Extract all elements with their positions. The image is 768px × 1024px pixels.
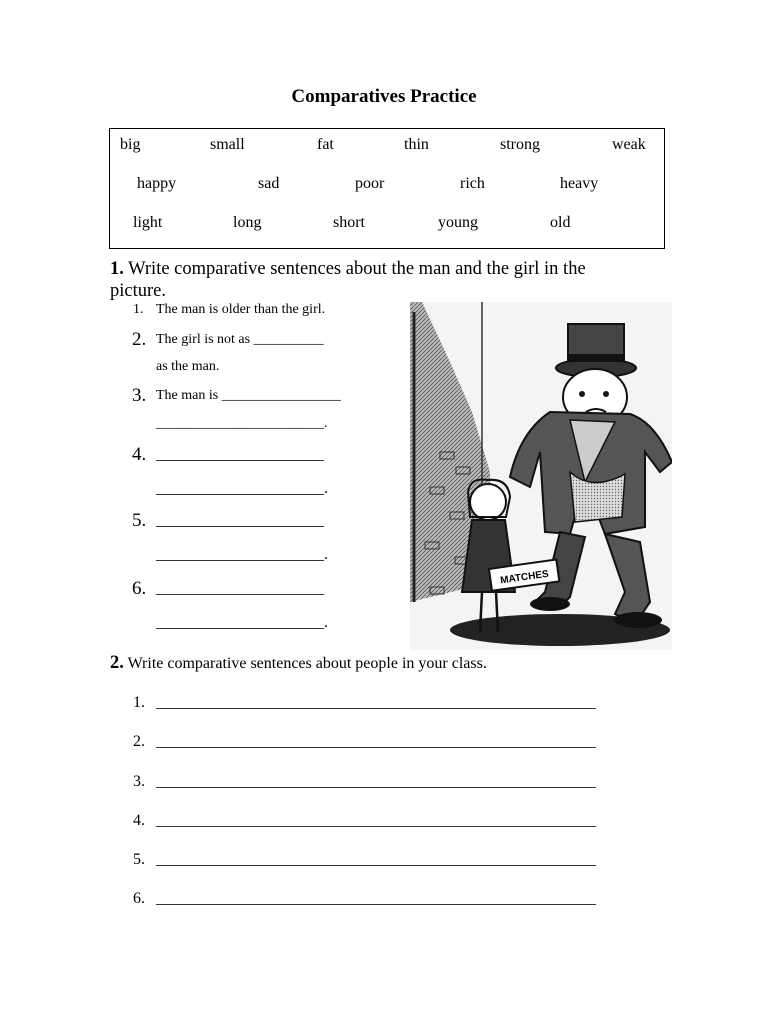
item-number: 3.: [132, 385, 147, 406]
answer-line[interactable]: _______________________________________________________: [156, 694, 596, 711]
word-bank-word: small: [210, 136, 245, 153]
word-bank-word: happy: [137, 175, 177, 192]
item-text: The man is _________________: [156, 388, 341, 403]
word-bank-word: fat: [317, 136, 334, 153]
item-number: 1.: [133, 302, 144, 317]
answer-line[interactable]: _______________________________________________________: [156, 851, 596, 868]
answer-line[interactable]: _____________________: [156, 580, 324, 597]
answer-line[interactable]: _______________________________________________________: [156, 812, 596, 829]
answer-line[interactable]: _____________________.: [156, 546, 328, 563]
word-bank-word: strong: [500, 136, 540, 153]
word-bank-word: rich: [460, 175, 485, 192]
section1-heading: [110, 259, 586, 280]
word-bank-word: light: [133, 214, 163, 231]
word-bank-word: sad: [258, 175, 280, 192]
word-bank-word: young: [438, 214, 478, 231]
item-number: 2.: [132, 329, 147, 350]
word-bank-word: big: [120, 136, 141, 153]
answer-line[interactable]: _____________________: [156, 512, 324, 529]
man-and-match-girl-illustration: [410, 302, 672, 650]
section2-heading: [110, 653, 487, 674]
word-bank-word: long: [233, 214, 262, 231]
answer-line[interactable]: _____________________.: [156, 614, 328, 631]
section1-heading-cont: picture.: [110, 281, 166, 301]
section2-heading-text: Write comparative sentences about people in your class.: [127, 655, 487, 672]
word-bank-word: old: [550, 214, 571, 231]
word-bank-word: weak: [612, 136, 646, 153]
answer-line[interactable]: _______________________________________________________: [156, 733, 596, 750]
answer-line[interactable]: _______________________________________________________: [156, 890, 596, 907]
answer-line[interactable]: _____________________: [156, 446, 324, 463]
item-number: 6.: [133, 890, 145, 907]
item-text-cont: as the man.: [156, 359, 220, 374]
item-number: 6.: [132, 578, 147, 599]
item-text: The girl is not as __________: [156, 332, 324, 347]
item-text-cont: ________________________.: [156, 416, 328, 431]
word-bank-word: poor: [355, 175, 385, 192]
page-title: Comparatives Practice: [291, 86, 477, 107]
item-number: 1.: [133, 694, 145, 711]
item-number: 5.: [133, 851, 145, 868]
section2-number: 2.: [110, 653, 124, 673]
item-number: 5.: [132, 510, 147, 531]
word-bank-word: heavy: [560, 175, 599, 192]
item-number: 4.: [133, 812, 145, 829]
matches-box-label: MATCHES: [499, 568, 550, 587]
item-text: The man is older than the girl.: [156, 302, 326, 317]
item-number: 4.: [132, 444, 147, 465]
section1-number: 1.: [110, 259, 124, 279]
word-bank-word: short: [333, 214, 365, 231]
answer-line[interactable]: _____________________.: [156, 480, 328, 497]
section1-heading-text: Write comparative sentences about the man and the girl in the: [128, 259, 586, 279]
item-number: 3.: [133, 773, 145, 790]
item-number: 2.: [133, 733, 145, 750]
answer-line[interactable]: _______________________________________________________: [156, 773, 596, 790]
word-bank-word: thin: [404, 136, 429, 153]
